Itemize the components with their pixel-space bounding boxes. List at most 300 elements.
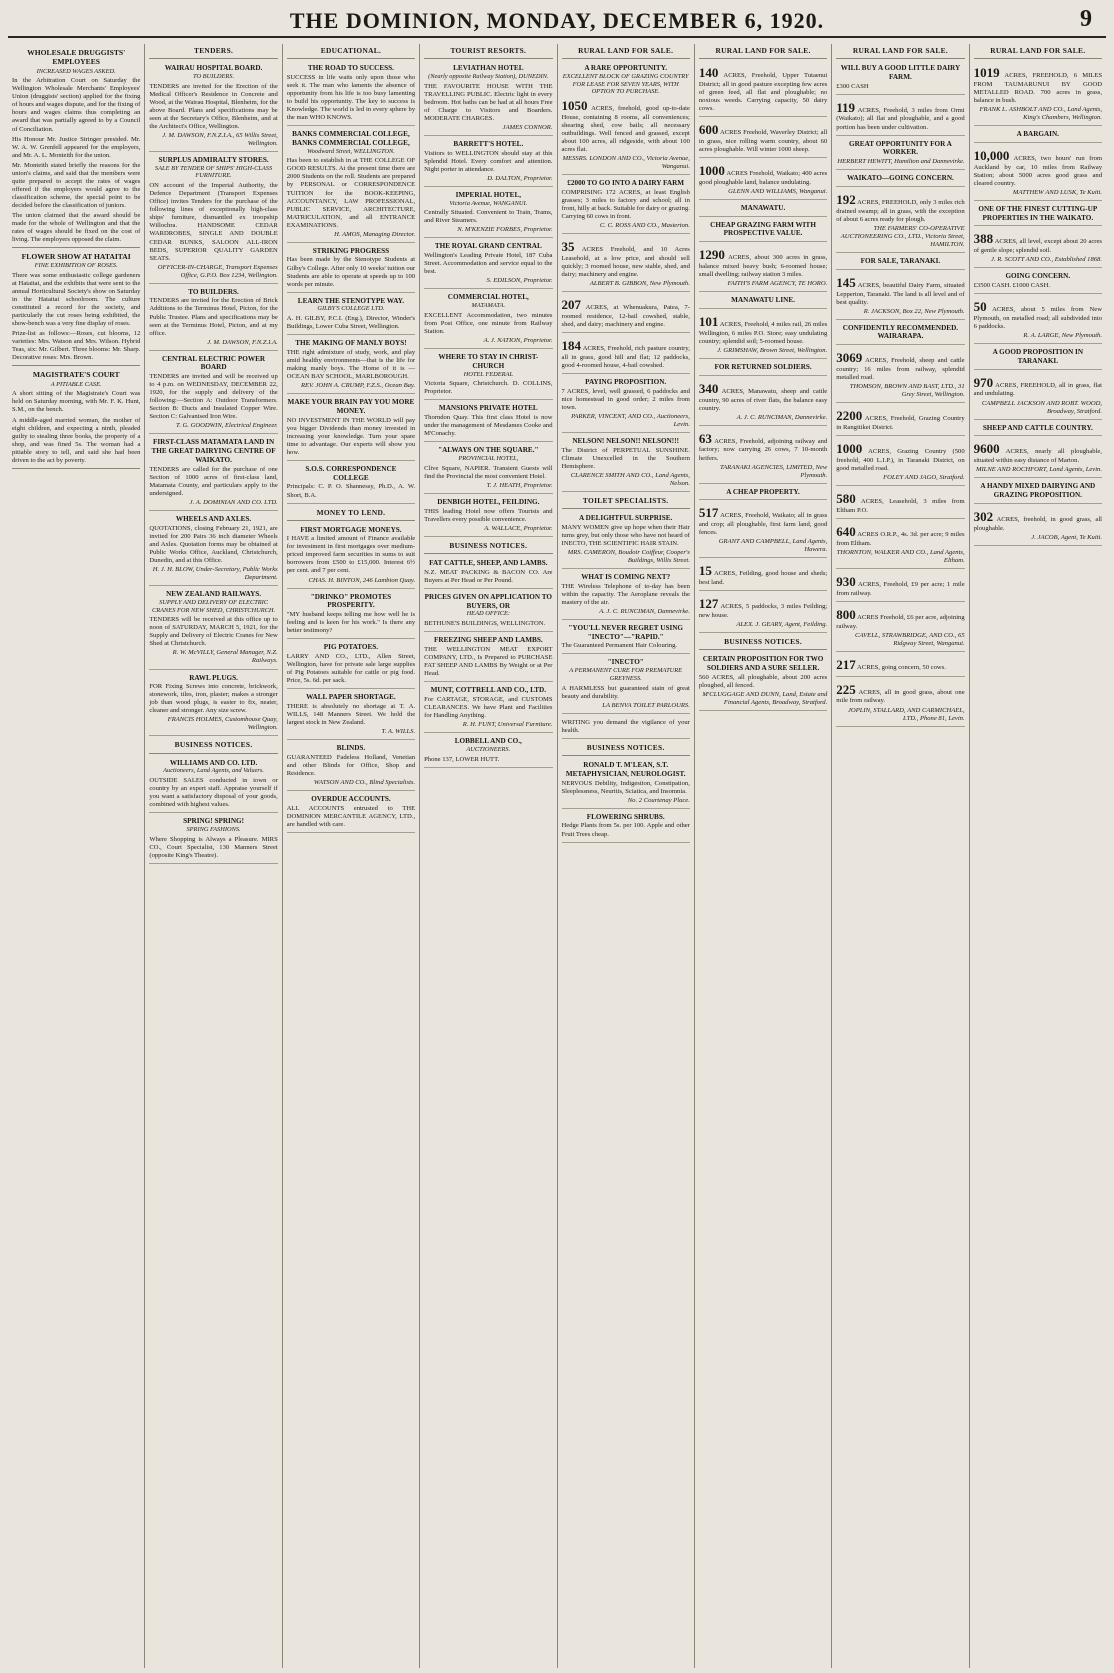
ad-title: CHEAP GRAZING FARM WITH PROSPECTIVE VALUE.: [710, 220, 816, 238]
ad-text: TENDERS will be received at this office up to noon of SATURDAY, MARCH 5, 1921, for the Supply and Delivery of Electric Cranes for New Shed at Christchurch.: [149, 616, 278, 648]
advertisement: [836, 604, 964, 652]
ad-subtitle: (Nearly opposite Railway Station), DUNEDIN.: [428, 72, 549, 80]
business-notice: [287, 742, 415, 791]
ad-title: FREEZING SHEEP AND LAMBS.: [433, 636, 543, 645]
advertisement: [836, 97, 964, 136]
advertisement: [562, 294, 690, 333]
article-paragraph: His Honour Mr. Justice Stringer presided. Mr. W. A. W. Grenfell appeared for the employers, and Mr. A. L. Monteith for the union.: [12, 135, 141, 159]
ad-text: 10,000 ACRES, two hours' run from Auckland by car, 10 miles from Railway Station; about 5000 acres good grass and cleared country.: [973, 147, 1102, 187]
advertisement: [836, 438, 964, 486]
advertisement: [836, 405, 964, 436]
ad-signature: No. 2 Courtenay Place.: [627, 796, 690, 804]
ad-text: "MY husband keeps telling me how well he is feeling and is keen for his work." Is there any better testimony?: [286, 611, 416, 635]
advertisement: [836, 322, 964, 346]
ad-signature: R. H. FUNT, Universal Furniture.: [462, 720, 553, 728]
ad-signature: GLENN AND WILLIAMS, Wanganui.: [728, 187, 828, 195]
ad-text: Hedge Plants from 5s. per 100. Apple and other Fruit Trees cheap.: [561, 822, 690, 838]
ad-text: OUTSIDE SALES conducted in town or country by an expert staff. Appraise yourself if you want a satisfactory disposal of your goods, combined with highest values.: [149, 777, 278, 809]
ad-acreage: 3069: [836, 350, 863, 366]
ad-text: 9600 ACRES, nearly all ploughable, situated within easy distance of Marton.: [973, 441, 1102, 465]
ad-signature: CAVELL, STRAWBRIDGE, AND CO., 65 Ridgway Street, Wanganui.: [855, 631, 965, 647]
ad-title: £2000 TO GO INTO A DAIRY FARM: [567, 179, 685, 188]
ad-text: 127 ACRES, 5 paddocks, 3 miles Feilding; new house.: [698, 596, 828, 620]
advertisement: [836, 521, 964, 569]
ad-signature: C. C. ROSS AND CO., Masterton.: [599, 222, 690, 230]
ad-signature: J. M. DAWSON, F.N.Z.I.A., 65 Willis Street, Wellington.: [162, 131, 278, 147]
ad-signature: WATSON AND CO., Blind Specialists.: [313, 778, 416, 786]
business-notice: [424, 634, 552, 682]
ad-title: WILL BUY A GOOD LITTLE DAIRY FARM.: [840, 64, 961, 81]
column-header: RURAL LAND FOR SALE.: [974, 44, 1102, 59]
advertisement: [562, 177, 690, 234]
ad-text: Has been to establish in at THE COLLEGE OF GOOD RESULTS. At the present time there are 2000 Students on the roll. Students are prepared by PERSONAL or CORRESPONDENCE TUITION for the BOOK-KEEPING, ACCOUNTANCY, LAW PROFESSIONAL, PUBLIC SERVICE, ARCHITECTURE, MATRICULATION, and all ENTRANCE EXAMINATIONS.: [286, 157, 416, 229]
ad-title: CONFIDENTLY RECOMMENDED. WAIRARAPA.: [842, 323, 959, 341]
advertisement: [562, 335, 690, 374]
ad-text: 560 ACRES, all ploughable, about 200 acres ploughed, all fenced.: [698, 673, 828, 689]
advertisement: [287, 62, 415, 126]
ad-signature: PARKER, VINCENT, AND CO., Auctioneers, Levin.: [571, 412, 690, 428]
advertisement: [699, 202, 827, 217]
ad-signature: J. M. DAWSON, F.N.Z.I.A.: [207, 338, 278, 346]
ad-signature: J. GRIMSHAW, Brown Street, Wellington.: [717, 346, 828, 354]
ad-title: SURPLUS ADMIRALTY STORES.: [158, 155, 269, 164]
ad-text: BETHUNE'S BUILDINGS, WELLINGTON.: [424, 620, 546, 628]
ad-signature: D. DALTON, Proprietor.: [487, 174, 553, 182]
business-notice: [149, 757, 277, 814]
column-header: TENDERS.: [149, 44, 277, 59]
ad-signature: M'CLUGGAGE AND DUNN, Land, Estate and Financial Agents, Broadway, Stratford.: [702, 690, 828, 706]
ad-title: COMMERCIAL HOTEL,: [447, 293, 529, 302]
ad-text: 302 ACRES, freehold, in good grass, all ploughable.: [973, 508, 1102, 532]
advertisement: [562, 236, 690, 292]
ad-signature: ALBERT B. GIBBON, New Plymouth.: [589, 280, 690, 288]
ad-title: ONE OF THE FINEST CUTTING-UP PROPERTIES IN THE WAIKATO.: [978, 204, 1098, 222]
ad-text: £3500 CASH. £1000 CASH.: [973, 282, 1051, 290]
business-notice: [562, 656, 690, 714]
advertisement: [699, 428, 827, 484]
advertisement: [287, 396, 415, 461]
advertisement: [699, 219, 827, 243]
ad-signature: A. J. NATION, Proprietor.: [483, 337, 553, 344]
ad-title: CERTAIN PROPOSITION FOR TWO SOLDIERS AND A SURE SELLER.: [702, 655, 824, 672]
business-notice: [287, 591, 415, 640]
ad-signature: CAMPBELL JACKSON AND ROBT. WOOD, Broadway, Stratford.: [981, 399, 1102, 415]
ad-text: £300 CASH: [836, 82, 869, 90]
article-subhead: INCREASED WAGES ASKED.: [36, 67, 116, 75]
ad-title: BARRETT'S HOTEL.: [453, 139, 524, 148]
ad-title: GREAT OPPORTUNITY FOR A WORKER.: [849, 139, 952, 157]
business-notice: [424, 684, 552, 733]
ad-title: LEARN THE STENOTYPE WAY.: [297, 296, 405, 305]
ad-signature: REV. JOHN A. CRUMP, F.Z.S., Ocean Bay.: [300, 382, 416, 390]
advertisement: [836, 172, 964, 187]
ad-signature: FOLEY AND JAGO, Stratford.: [883, 474, 965, 482]
ad-text: 207 ACRES, at Whenuakura, Patea, 7-roomed residence, 12-bail cowshed, stable, shed, and dairy; machinery and engine.: [561, 297, 690, 329]
ad-subtitle: SALE BY TENDER OF SHIPS' HIGH-CLASS FURNITURE.: [154, 164, 273, 180]
business-notice: [562, 811, 690, 843]
ad-signature: CHAS. H. BINTON, 246 Lambton Quay.: [308, 576, 416, 584]
ad-text: 1050 ACRES, freehold, good up-to-date House, containing 8 rooms, all conveniences; shearing shed, cow bails; all necessary outbuildings. Well fenced and grassed, except about 100 acres, all ridgeside, with about 100 acres flat.: [561, 98, 690, 154]
ad-text: A. H. GILBY, P.C.I. (Eng.), Director, Winder's Buildings, Lower Cuba Street, Wellington.: [286, 315, 416, 331]
ad-text: ALL ACCOUNTS entrusted to THE DOMINION MERCANTILE AGENCY, LTD., are handled with care.: [286, 804, 416, 828]
ad-acreage: 50: [973, 299, 987, 315]
ad-title: MANAWATU LINE.: [731, 296, 795, 305]
ad-text: 225 ACRES, all in good grass, about one mile from railway.: [836, 681, 965, 705]
ad-text: Has been made by the Stenotype Students at Gilby's College. After only 10 weeks' tuition our Students are able to operate at speeds up to 100 words per minute.: [286, 256, 416, 288]
article-subhead: A PITIABLE CASE.: [50, 380, 102, 388]
column-6: [694, 44, 831, 1668]
section-header: BUSINESS NOTICES.: [562, 741, 690, 756]
ad-text: WRITING you demand the vigilance of your health.: [561, 718, 690, 734]
business-notice: [287, 524, 415, 589]
ad-title: THE ROAD TO SUCCESS.: [307, 64, 394, 73]
ad-text: NO INVESTMENT IN THE WORLD will pay you bigger Dividends than money invested in increasing your knowledge. Turn your spare time to advantage. Our experts will show you how.: [286, 416, 416, 456]
ad-acreage: 63: [698, 430, 712, 446]
ad-text: THERE is absolutely no shortage at T. A. WILLS, 148 Manners Street. We hold the largest stock in New Zealand.: [286, 702, 416, 726]
business-notice: [287, 641, 415, 689]
ad-title: MAKE YOUR BRAIN PAY YOU MORE MONEY.: [287, 398, 415, 415]
ad-title: SPRING! SPRING!: [183, 817, 245, 826]
column-1: [8, 44, 144, 1668]
ad-acreage: 970: [973, 374, 994, 390]
ad-subtitle: A PERMANENT CURE FOR PREMATURE GREYNESS.: [569, 667, 683, 683]
section-header: BUSINESS NOTICES.: [699, 635, 827, 650]
advertisement: [836, 571, 964, 602]
ad-subtitle: EXCELLENT BLOCK OF GRAZING COUNTRY FOR LEASE FOR SEVEN YEARS, WITH OPTION TO PURCHASE.: [562, 72, 689, 96]
ad-signature: THORNTON, WALKER AND CO., Land Agents, Eltham.: [836, 548, 965, 564]
advertisement: [149, 154, 277, 284]
ad-title: A CHEAP PROPERTY.: [726, 487, 800, 496]
business-notice: [562, 759, 690, 809]
ad-text: THE Wireless Telephone of to-day has been within the capacity. The Aeroplane reveals the mastery of the air.: [561, 582, 690, 606]
advertisement: [836, 138, 964, 171]
ad-acreage: 207: [561, 297, 581, 313]
ad-title: FAT CATTLE, SHEEP, AND LAMBS.: [429, 558, 548, 567]
advertisement: [974, 62, 1102, 126]
article-paragraph: There was some enthusiastic college gardeners at Hataitai, and the exhibits that were sent to the annual Horticultural Society's show on Saturday in the Hataitai schoolroom. The culture constituted a record for the society, and particularly the cut roses being exhibited, the show-bench was a very fine display of roses.: [12, 272, 141, 328]
ad-signature: H. J. H. BLOW, Under-Secretary, Public Works Department.: [152, 565, 278, 581]
ad-signature: TARANAKI AGENCIES, LIMITED, New Plymouth.: [719, 463, 828, 479]
ad-signature: A. J. C. RUNCIMAN, Dannevirke.: [736, 413, 828, 421]
advertisement: [974, 296, 1102, 344]
divider: [12, 365, 140, 366]
ad-title: MANAWATU.: [740, 203, 786, 212]
ad-text: NERVOUS Debility, Indigestion, Constipation, Sleeplessness, Neuritis, Sciatica, and Insomnia.: [561, 779, 690, 795]
ad-signature: JOPLIN, STALLARD, AND CARMICHAEL, LTD., Phone 81, Levin.: [848, 706, 965, 722]
ad-text: FOR Fixing Screws into concrete, brickwork, stonework, tiles, iron, plaster; makes a stronger job than wood plugs, is easier to fix, neater, cleaner and stronger. Any size screw.: [149, 683, 278, 715]
ad-title: A RARE OPPORTUNITY.: [584, 64, 668, 73]
ad-title: MUNT, COTTRELL AND CO., LTD.: [430, 686, 547, 695]
section-header: MONEY TO LEND.: [287, 506, 415, 521]
column-header: TOURIST RESORTS.: [424, 44, 552, 59]
ad-title: BANKS COMMERCIAL COLLEGE, BANKS COMMERCIAL COLLEGE,: [292, 130, 410, 147]
ad-text: Principals: C. P. O. Shannessy, Ph.D., A. W. Short, B.A.: [286, 483, 416, 499]
advertisement: [424, 138, 552, 187]
ad-title: SHEEP AND CATTLE COUNTRY.: [982, 423, 1093, 432]
ad-subtitle: SUPPLY AND DELIVERY OF ELECTRIC CRANES FOR NEW SHED, CHRISTCHURCH.: [151, 598, 276, 614]
ad-text: I HAVE a limited amount of Finance available for investment in first mortgages over medium-priced improved farm securities in sums to suit borrowers from £500 to £15,000. Interest 6½ per cent. and 7 per cent.: [286, 535, 416, 575]
advertisement: [149, 62, 277, 152]
advertisement: [149, 513, 277, 586]
ad-title: A HANDY MIXED DAIRYING AND GRAZING PROPOSITION.: [980, 482, 1096, 500]
article-body: [12, 77, 140, 244]
advertisement: [699, 560, 827, 591]
ad-signature: GRANT AND CAMPBELL, Land Agents, Hawera.: [718, 538, 828, 554]
article-paragraph: Prize-list as follows:—Roses, cut blooms, 12 varieties: Mrs. Watson and Mrs. Wilson. Hybrid Teas, six: Mr. Gilbert. Three blooms: Mr. Sharp. Decorative roses: Mrs. Brown.: [12, 330, 141, 362]
advertisement: [699, 311, 827, 359]
ad-text: 192 ACRES, FREEHOLD, only 3 miles rich drained swamp; all in grass, with the exception of about 6 acres ready for plough.: [836, 191, 965, 223]
ad-acreage: 145: [836, 274, 856, 290]
advertisement: [699, 119, 827, 158]
ad-title: PRICES GIVEN ON APPLICATION TO BUYERS, OR: [424, 592, 553, 610]
ad-acreage: 15: [698, 563, 712, 579]
business-notice: [424, 735, 552, 768]
column-header: RURAL LAND FOR SALE.: [562, 44, 690, 59]
advertisement: [699, 593, 827, 633]
ad-title: A GOOD PROPOSITION IN TARANAKI.: [992, 348, 1084, 365]
advertisement: [562, 376, 690, 433]
section-header: BUSINESS NOTICES.: [149, 738, 277, 753]
ad-text: N.Z. MEAT PACKING & BACON CO. Are Buyers at Per Head or Per Pound.: [424, 568, 553, 584]
ad-acreage: 9600: [973, 441, 1000, 457]
advertisement: [699, 244, 827, 292]
ad-signature: J. JACOB, Agent, Te Kuiti.: [1031, 533, 1102, 541]
advertisement: [149, 588, 277, 670]
ad-acreage: 225: [836, 681, 856, 697]
advertisement: [836, 255, 964, 270]
ad-signature: J. A. DOMINIAN AND CO. LTD.: [189, 498, 278, 506]
ad-title: PIG POTATOES.: [323, 643, 379, 652]
ad-text: 7 ACRES, level, well grassed, 6 paddocks and nice homestead in good order; 2 miles from town.: [561, 387, 690, 411]
ad-subtitle: GILBY'S COLLEGE LTD.: [317, 305, 385, 313]
ad-title: A DELIGHTFUL SURPRISE.: [579, 514, 673, 522]
ad-acreage: 930: [836, 573, 856, 589]
ad-title: CENTRAL ELECTRIC POWER BOARD: [162, 354, 266, 372]
advertisement: [699, 378, 827, 426]
advertisement: [424, 240, 552, 289]
ad-acreage: 1000: [698, 162, 725, 178]
ad-acreage: 1290: [698, 247, 725, 263]
ad-acreage: 517: [698, 505, 719, 521]
ad-acreage: 140: [698, 65, 719, 81]
ad-subtitle: AUCTIONEERS.: [466, 745, 511, 753]
ad-text: TENDERS are called for the purchase of one Section of 1000 acres of first-class land, Matamata County, and particulars apply to the undersigned.: [149, 465, 278, 497]
ad-text: The Guaranteed Permanent Hair Colouring.: [561, 642, 678, 650]
ad-title: THE MAKING OF MANLY BOYS!: [295, 339, 407, 348]
ad-title: "DRINKO" PROMOTES PROSPERITY.: [310, 592, 392, 610]
ad-text: 1019 ACRES, FREEHOLD, 6 MILES FROM TAUMARUNUI BY GOOD METALLED ROAD. 700 acres in grass, balance in bush.: [973, 65, 1102, 104]
ad-text: Wellington's Leading Private Hotel, 187 Cuba Street. Accommodation and service equal to the best.: [424, 252, 553, 276]
article-paragraph: Mr. Monteith stated briefly the reasons for the union's claims, and said that the members were quite prepared to accept the rates of wages offered if the employers would agree to the classification scheme, the special point to be decided before the classification of juniors.: [12, 161, 141, 209]
ad-acreage: 184: [561, 338, 581, 354]
ad-signature: MILNE AND ROCHFORT, Land Agents, Levin.: [975, 466, 1102, 474]
business-notice: [149, 815, 277, 864]
advertisement: [424, 351, 552, 400]
ad-title: S.O.S. CORRESPONDENCE COLLEGE: [305, 464, 397, 482]
advertisement: [149, 672, 277, 737]
ad-text: SUCCESS in life waits only upon those who seek it. The man who laments the absence of opportunity from his life is too busy lamenting to build his opportunity. The key to success is Knowledge. The world is led in every sphere by the man WHO KNOWS.: [286, 73, 416, 121]
ad-title: GOING CONCERN.: [1005, 272, 1071, 281]
ad-text: EXCELLENT Accommodation, two minutes from Post Office, one minute from Railway Station.: [424, 311, 553, 335]
ad-subtitle: MATAMATA.: [471, 302, 506, 310]
article-body: [12, 390, 140, 464]
ad-title: WHERE TO STAY IN CHRIST-CHURCH: [438, 353, 539, 370]
article-subhead: FINE EXHIBITION OF ROSES.: [34, 262, 118, 270]
ad-acreage: 35: [561, 239, 575, 255]
ad-text: 184 ACRES, Freehold, rich pasture country, all in grass, good hill and flat; 12 paddocks, good 4-roomed house, 4-bail cowshed.: [561, 338, 690, 370]
article-headline: MAGISTRATE'S COURT: [32, 370, 120, 380]
ad-title: NEW ZEALAND RAILWAYS.: [166, 589, 262, 598]
advertisement: [974, 270, 1102, 294]
column-header: RURAL LAND FOR SALE.: [836, 44, 964, 59]
ad-title: TO BUILDERS.: [188, 287, 239, 296]
ad-title: FOR RETURNED SOLDIERS.: [714, 362, 812, 371]
ad-acreage: 2200: [836, 408, 863, 424]
column-4: [419, 44, 556, 1668]
ad-acreage: 1050: [561, 98, 588, 114]
advertisement: [974, 480, 1102, 504]
ad-signature: R. A. LARGE, New Plymouth.: [1023, 332, 1102, 340]
ad-title: FIRST MORTGAGE MONEYS.: [300, 525, 402, 534]
advertisement: [287, 245, 415, 293]
advertisement: [836, 679, 964, 727]
ad-title: A BARGAIN.: [1016, 130, 1059, 139]
advertisement: [562, 435, 690, 492]
ad-text: GUARANTEED Fadeless Holland, Venetian and other Blinds for Office, Shop and Residence.: [286, 753, 416, 777]
ad-signature: T. A. WILLS.: [381, 727, 416, 735]
business-notice: [287, 691, 415, 740]
ad-acreage: 580: [836, 491, 856, 507]
ad-text: Where Shopping is Always a Pleasure. MIRS CO., Court Specialist, 130 Manners Street (opposite King's Theatre).: [149, 835, 278, 859]
ad-text: 145 ACRES, beautiful Dairy Farm, situated Lepperton, Taranaki. The land is all level and of best quality.: [836, 274, 965, 306]
ad-acreage: 127: [698, 596, 719, 612]
ad-title: BLINDS.: [336, 744, 366, 752]
ad-signature: MESSRS. LONDON AND CO., Victoria Avenue, Wanganui.: [562, 155, 690, 171]
business-notice: [562, 716, 690, 739]
ad-title: FLOWERING SHRUBS.: [586, 812, 665, 821]
advertisement: [974, 438, 1102, 478]
advertisement: [287, 295, 415, 336]
ad-subtitle: Auctioneers, Land Agents, and Valuers.: [163, 767, 264, 775]
ad-text: THE WELLINGTON MEAT EXPORT COMPANY, LTD., Is Prepared to PURCHASE FAT SHEEP AND LAMBS By Weight or at Per Head.: [424, 645, 553, 678]
ad-title: RONALD T. M'LEAN, S.T. METAPHYSICIAN, NEUROLOGIST.: [565, 761, 686, 778]
ad-signature: FRANCIS HOLMES, Customhouse Quay, Wellington.: [167, 716, 278, 732]
advertisement: [699, 160, 827, 200]
ad-acreage: 388: [973, 231, 994, 247]
advertisement: [287, 337, 415, 394]
business-notice: [287, 793, 415, 833]
advertisement: [562, 62, 690, 175]
ad-text: ON account of the Imperial Authority, the Defence Department (Transport Expenses Office) invites Tenders for the purchase of the following lines of exceptionally high-class ships' furniture, dismantled ex troopship Willochra. HANDSOME CEDAR WARDROBES, SINGLE AND DOUBLE CEDAR BUNKS, SALOON ALL-IRON BEDS, SUPERIOR QUALITY GARDEN SEATS.: [149, 182, 278, 262]
ad-acreage: 192: [836, 191, 856, 207]
ad-text: Thorndon Quay. This first class Hotel is now under the management of Mesdames Cooke and M'Conachy.: [424, 414, 553, 438]
ad-title: LOBBELL AND CO.,: [454, 737, 522, 745]
ad-text: 970 ACRES, FREEHOLD, all in grass, flat and undulating.: [973, 374, 1102, 398]
advertisement: [699, 294, 827, 309]
ad-text: Visitors to WELLINGTON should stay at this Splendid Hotel. Every comfort and attention. Night porter in attendance.: [424, 149, 553, 173]
ad-text: 1290 ACRES, about 300 acres in grass, balance mixed heavy bush; 6-roomed house; small dwelling; railway station 3 miles.: [698, 247, 828, 279]
business-notice: [562, 622, 690, 655]
ad-title: DENBIGH HOTEL, FEILDING.: [437, 498, 540, 507]
ad-subtitle: Woodward Street, WELLINGTON.: [306, 147, 395, 155]
ad-acreage: 302: [973, 508, 994, 524]
advertisement: [424, 496, 552, 537]
ad-signature: CLARENCE SMITH AND CO., Land Agents, Nelson.: [570, 471, 690, 487]
ad-text: 930 ACRES, Freehold, £9 per acre; 1 mile from railway.: [836, 573, 965, 597]
section-header: TOILET SPECIALISTS.: [562, 494, 690, 509]
article-paragraph: In the Arbitration Court on Saturday the Wellington Wholesale Merchants' Employees' Union (druggists' section) applied for the fixing of hours and wages dispute, and for the fixing of hours and wages claims thus completing an award that was partially agreed to by a Council of Conciliation.: [12, 77, 141, 133]
ad-text: A HARMLESS but guaranteed stain of great beauty and durability.: [561, 684, 690, 700]
ad-text: 119 ACRES, Freehold, 3 miles from Ormi (Waikato); all flat and ploughable, and a good portion has been under cultivation.: [836, 99, 965, 131]
ad-signature: A. WALLACE, Proprietor.: [484, 524, 553, 532]
ad-subtitle: Victoria Avenue, WANGANUI.: [449, 199, 528, 207]
ad-text: 63 ACRES, Freehold, adjoining railway and factory; now carrying 26 cows, 7 10-month heifers.: [698, 430, 828, 462]
article-paragraph: The union claimed that the award should be made for the whole of Wellington and that the rates of wages should be fixed on the cost of living. The employers opposed the claim.: [12, 211, 141, 243]
ad-signature: FAITH'S FARM AGENCY, TE HORO.: [727, 280, 828, 288]
ad-text: TENDERS are invited for the Erection of Brick Additions to the Terminus Hotel, Picton, for the Public Trustee. Plans and specifications may be seen at the Terminus Hotel, Picton, and at my office.: [149, 297, 278, 337]
column-2: [144, 44, 281, 1668]
page-number: 9: [1080, 6, 1092, 32]
ad-title: WHEELS AND AXLES.: [175, 514, 252, 523]
ad-signature: J. R. SCOTT AND CO., Established 1868.: [991, 256, 1102, 264]
ad-text: 3069 ACRES, Freehold, sheep and cattle country; 16 miles from railway, splendid metalled road.: [836, 350, 965, 382]
advertisement: [699, 502, 827, 558]
ad-text: 140 ACRES, Freehold, Upper Tutaenui District; all in good pasture excepting few acres of green feed, all flat and ploughable; no noxious weeds. Carrying capacity, 50 dairy cows.: [698, 65, 828, 112]
ad-signature: MRS. CAMERON, Boudoir Coiffeur, Cooper's Buildings, Willis Street.: [567, 548, 690, 564]
advertisement: [974, 203, 1102, 227]
ad-text: 1000 ACRES, Grazing Country (500 freehold, 400 L.I.P.), in Taranaki District, on good metalled road.: [836, 441, 965, 472]
advertisement: [424, 62, 552, 136]
ad-title: WAIRAU HOSPITAL BOARD.: [164, 64, 263, 73]
ad-title: LEVIATHAN HOTEL: [453, 64, 524, 73]
ad-signature: OFFICER-IN-CHARGE, Transport Expenses Office, G.P.O. Box 1234, Wellington.: [157, 263, 278, 279]
ad-acreage: 101: [698, 313, 719, 329]
column-header: EDUCATIONAL.: [287, 44, 415, 59]
ad-title: PAYING PROPOSITION.: [585, 378, 667, 387]
ad-signature: MATTHEW AND LUSK, Te Kuiti.: [1012, 188, 1102, 196]
advertisement: [836, 189, 964, 253]
advertisement: [424, 291, 552, 349]
ad-text: 35 ACRES Freehold, and 10 Acres Leasehold, at a low price, and should sell quickly; 3 roomed house, new stable, shed, and dairy; machinery and engine.: [561, 239, 690, 279]
section-header: BUSINESS NOTICES.: [424, 539, 552, 554]
advertisement: [974, 506, 1102, 546]
ad-text: 15 ACRES, Feilding, good house and sheds; best land.: [698, 563, 828, 587]
ad-text: THE right admixture of study, work, and play amid healthy environments—that is the life for making manly boys. The Home of it is — OCEAN BAY SCHOOL, MARLBOROUGH.: [286, 349, 416, 381]
advertisement: [287, 463, 415, 504]
ad-text: Victoria Square, Christchurch. D. COLLINS, Proprietor.: [424, 380, 553, 396]
ad-text: Clive Square, NAPIER. Transient Guests will find the Provincial the most convenient Hotel.: [424, 464, 553, 480]
business-notice: [424, 591, 552, 632]
ad-text: For CARTAGE, STORAGE, and CUSTOMS CLEARANCES. We have Plant and Facilities for Handling Anything.: [424, 695, 553, 719]
ad-title: FOR SALE, TARANAKI.: [860, 256, 941, 265]
article-paragraph: A short sitting of the Magistrate's Court was held on Saturday morning, with Mr. F. K. Hunt, S.M., on the bench.: [12, 390, 141, 414]
ad-text: 800 ACRES Freehold, £6 per acre, adjoining railway.: [836, 606, 965, 630]
ad-title: "INECTO": [607, 658, 644, 667]
ad-signature: LA BENVA TOILET PARLOURS.: [602, 701, 690, 709]
ad-title: MANSIONS PRIVATE HOTEL: [438, 404, 538, 413]
advertisement: [836, 654, 964, 677]
divider: [12, 468, 140, 469]
ad-signature: N. M'KENZIE FORBES, Proprietor.: [457, 226, 553, 234]
ad-title: OVERDUE ACCOUNTS.: [311, 794, 391, 803]
ad-acreage: 1019: [973, 65, 1000, 81]
ad-text: 640 ACRES O.R.P., 4s. 3d. per acre; 9 miles from Eltham.: [836, 523, 965, 547]
ad-subtitle: PROVINCIAL HOTEL,: [458, 455, 519, 463]
ad-acreage: 119: [836, 99, 856, 115]
article-paragraph: A middle-aged married woman, the mother of eight children, and expecting a ninth, pleaded guilty to stealing three books, the property of a shop, and was fined 5s. The woman had a pitiable story to tell, and said she had been driven to the act by poverty.: [12, 416, 141, 464]
ad-subtitle: HOTEL FEDERAL: [463, 370, 514, 378]
ad-acreage: 10,000: [973, 147, 1010, 163]
